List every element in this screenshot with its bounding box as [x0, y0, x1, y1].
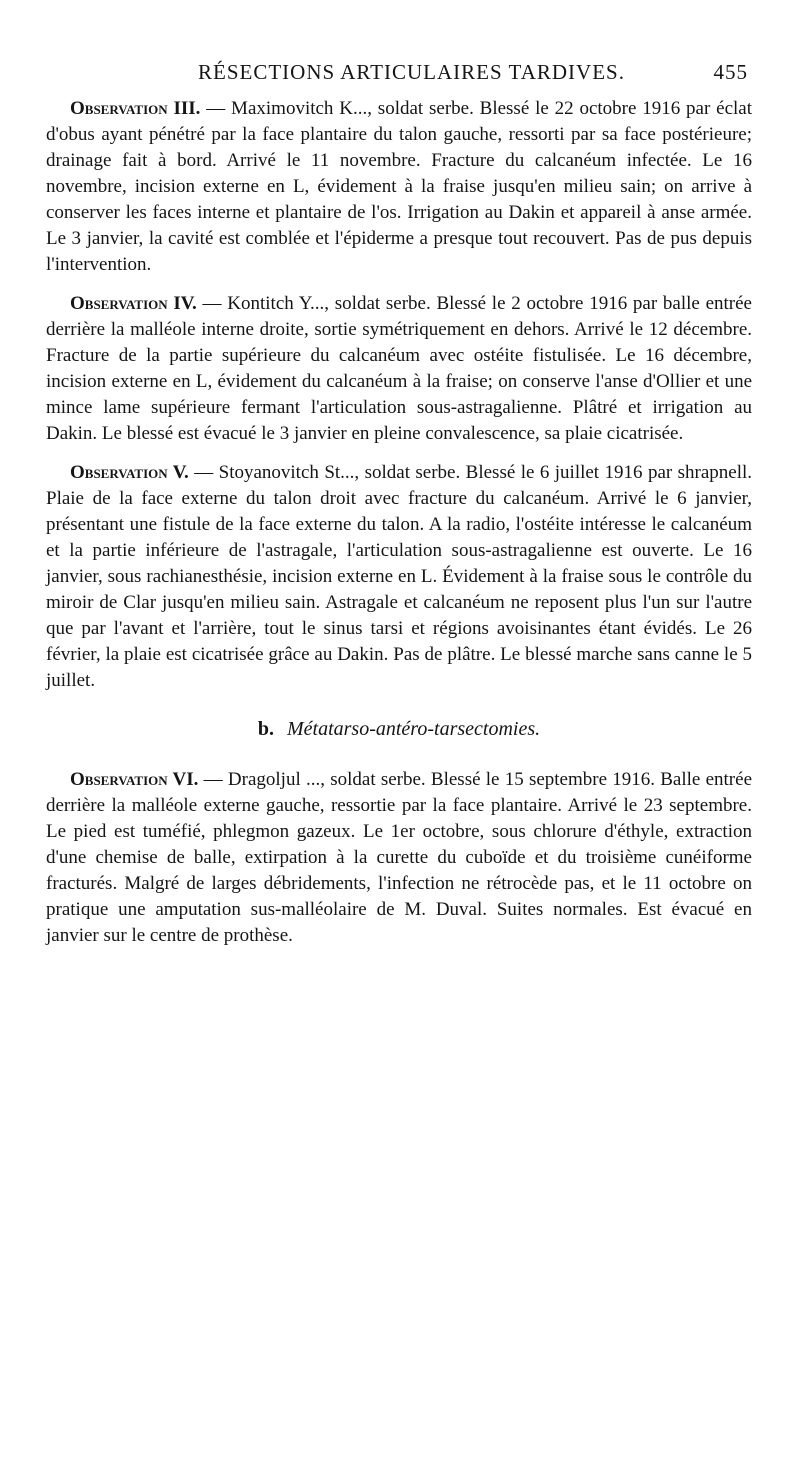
body-text — [46, 96, 752, 962]
observation-4 — [46, 291, 752, 447]
section-heading — [46, 716, 752, 742]
observation-label: Observation IV. — [70, 293, 197, 314]
observation-5 — [46, 460, 752, 694]
observation-3 — [46, 96, 752, 278]
observation-label: Observation III. — [70, 98, 201, 119]
running-title: RÉSECTIONS ARTICULAIRES TARDIVES. — [198, 60, 625, 84]
observation-6 — [46, 767, 752, 949]
page-number: 455 — [713, 60, 748, 84]
observation-text: — Maximovitch K..., soldat serbe. Blessé le 22 octobre 1916 par éclat d'obus ayant pénétré par la face plantaire du talon gauche, ressorti par sa face postérieure; drainage fait à bord. Arrivé le 11 novembre. Fracture du calcanéum infectée. Le 16 novembre, incision externe en L, évidement à la fraise jusqu'en milieu sain; on arrive à conserver les faces interne et plantaire de l'os. Irrigation au Dakin et appareil à anse armée. Le 3 janvier, la cavité est comblée et l'épiderme a presque tout recouvert. Pas de pus depuis l'intervention. — [46, 98, 752, 275]
observation-text: — Kontitch Y..., soldat serbe. Blessé le 2 octobre 1916 par balle entrée derrière la malléole interne droite, sortie symétriquement en dehors. Arrivé le 12 décembre. Fracture de la partie supérieure du calcanéum avec ostéite fistulisée. Le 16 décembre, incision externe en L, évidement du calcanéum à la fraise; on conserve l'anse d'Ollier et une mince lame supérieure fermant l'articulation sous-astragalienne. Plâtré et irrigation au Dakin. Le blessé est évacué le 3 janvier en pleine convalescence, sa plaie cicatrisée. — [46, 293, 752, 444]
observation-text: — Stoyanovitch St..., soldat serbe. Blessé le 6 juillet 1916 par shrapnell. Plaie de la face externe du talon droit avec fracture du calcanéum. Arrivé le 6 janvier, présentant une fistule de la face externe du talon. A la radio, l'ostéite intéresse le calcanéum et la partie inférieure de l'astragale, l'articulation sous-astragalienne est ouverte. Le 16 janvier, sous rachianesthésie, incision externe en L. Évidement à la fraise sous le contrôle du miroir de Clar jusqu'en milieu sain. Astragale et calcanéum ne reposent plus l'un sur l'autre que par l'avant et l'arrière, tout le sinus tarsi et régions avoisinantes étant évidés. Le 26 février, la plaie est cicatrisée grâce au Dakin. Pas de plâtre. Le blessé marche sans canne le 5 juillet. — [46, 462, 753, 691]
observation-text: — Dragoljul ..., soldat serbe. Blessé le 15 septembre 1916. Balle entrée derrière la malléole externe gauche, ressortie par la face plantaire. Arrivé le 23 septembre. Le pied est tuméfié, phlegmon gazeux. Le 1er octobre, sous chlorure d'éthyle, extraction d'une chemise de balle, extirpation à la curette du cuboïde et du troisième cunéiforme fracturés. Malgré de larges débridements, l'infection ne rétrocède pas, et le 11 octobre on pratique une amputation sus-malléolaire de M. Duval. Suites normales. Est évacué en janvier sur le centre de prothèse. — [46, 769, 753, 946]
section-title: Métatarso-antéro-tarsectomies. — [287, 718, 541, 740]
observation-label: Observation V. — [70, 462, 189, 483]
observation-label: Observation VI. — [70, 769, 199, 790]
page-header — [0, 56, 800, 90]
section-letter: b. — [257, 718, 274, 740]
